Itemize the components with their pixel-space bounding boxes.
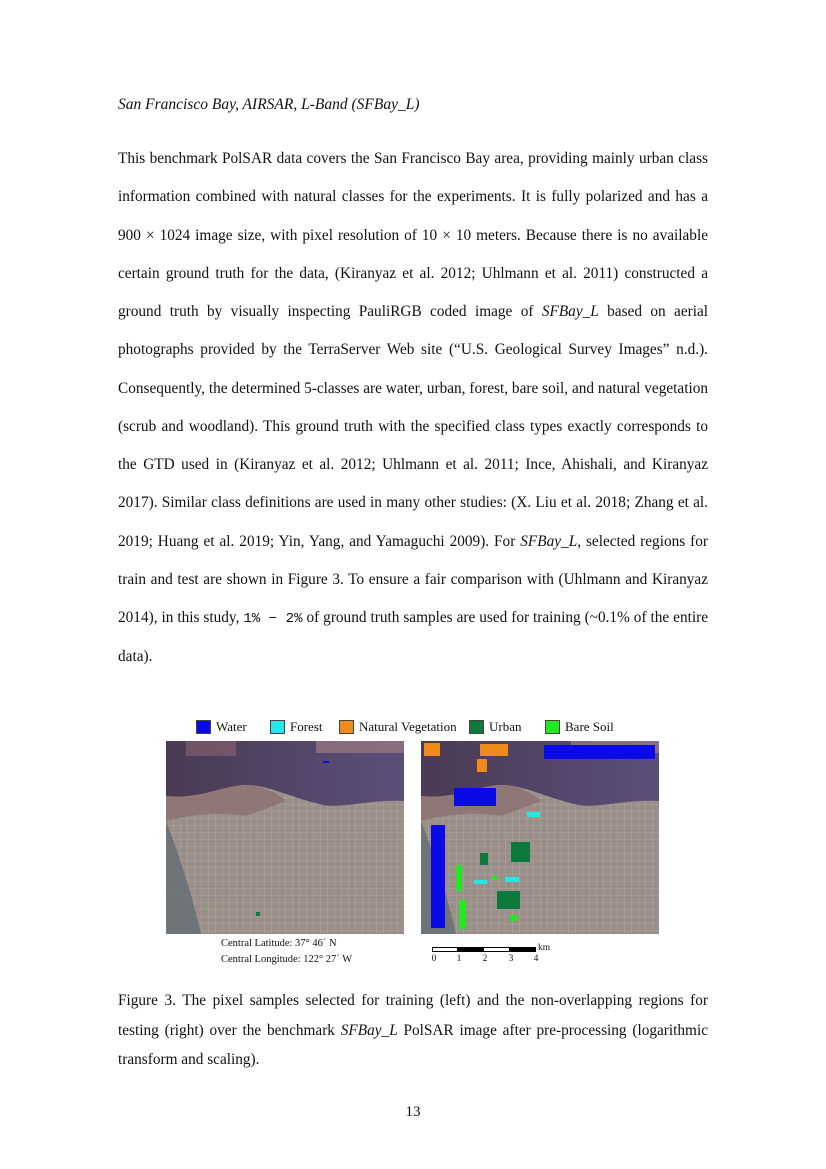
dataset-name: SFBay_L: [541, 303, 599, 320]
scale-segment: [432, 947, 458, 952]
central-latitude: Central Latitude: 37° 46´ N: [221, 938, 337, 949]
legend-swatch: [339, 720, 354, 734]
legend-label: Natural Vegetation: [359, 719, 457, 734]
natural-vegetation-region: [424, 743, 440, 756]
scale-tick: 1: [456, 954, 462, 964]
bare-soil-region: [459, 900, 466, 929]
dataset-name: SFBay_L: [340, 1021, 398, 1039]
central-longitude: Central Longitude: 122° 27´ W: [221, 954, 353, 965]
bare-soil-region: [456, 865, 462, 891]
body-text-2: based on aerial photographs provided by the TerraServer Web site (“U.S. Geological Survey Images” n.d.). Consequently, the determined 5-classes are water, urban, forest, bare soil, and natural vegetation (scrub and woodland). This ground truth with the specified class types exactly corresponds to the GTD used in (Kiranyaz et al. 2012; Uhlmann et al. 2011; Ince, Ahishali, and Kiranyaz 2017). Similar class definitions are used in many other studies: (X. Liu et al. 2018; Zhang et al. 2019; Huang et al. 2019; Yin, Yang, and Yamaguchi 2009). For: [118, 303, 709, 550]
water-region: [544, 745, 655, 759]
legend-item-forest: [270, 719, 323, 735]
scale-segment: [457, 947, 484, 952]
dataset-name: SFBay_L: [520, 532, 578, 550]
legend-swatch: [196, 720, 211, 734]
legend-item-natural-vegetation: [339, 719, 457, 735]
legend-label: Bare Soil: [565, 719, 614, 734]
percent-range: 1% − 2%: [243, 611, 303, 627]
scale-tick: 4: [533, 954, 539, 964]
scale-bar: [432, 943, 562, 973]
legend-swatch: [270, 720, 285, 734]
forest-region: [474, 880, 487, 884]
scale-segment: [509, 947, 536, 952]
urban-region: [497, 891, 520, 909]
legend-label: Urban: [489, 719, 522, 734]
section-heading: San Francisco Bay, AIRSAR, L-Band (SFBay_L): [118, 96, 420, 113]
legend-label: Water: [216, 719, 247, 734]
natural-vegetation-region: [480, 744, 508, 756]
figure-caption: [118, 986, 708, 1075]
scale-unit: km: [538, 943, 551, 953]
body-text-1: This benchmark PolSAR data covers the San Francisco Bay area, providing mainly urban class information combined with natural classes for the experiments. It is fully polarized and has a 900 × 1024 image size, with pixel resolution of 10 × 10 meters. Because there is no available certain ground truth for the data, (Kiranyaz et al. 2012; Uhlmann et al. 2011) constructed a ground truth by visually inspecting PauliRGB coded image of: [118, 150, 708, 320]
forest-region: [527, 812, 540, 817]
water-region: [431, 825, 445, 928]
legend-item-water: [196, 719, 247, 735]
page-number: 13: [405, 1104, 421, 1120]
legend-item-bare-soil: [545, 719, 614, 735]
training-samples-map: [166, 741, 404, 934]
map-coordinates: [221, 936, 352, 968]
body-paragraph: [118, 140, 708, 677]
natural-vegetation-region: [477, 759, 487, 772]
urban-region: [480, 853, 488, 865]
testing-regions-map: [421, 741, 659, 934]
legend-label: Forest: [290, 719, 323, 734]
caption-text-1: Figure 3. The pixel samples selected for training (left) and the non-overlapping regions for testing (right) over the benchmark: [118, 992, 708, 1039]
body-text-4: of ground truth samples are used for training (~0.1% of the entire data).: [118, 609, 708, 666]
bare-soil-region: [492, 876, 497, 880]
legend-swatch: [545, 720, 560, 734]
forest-region: [505, 877, 519, 882]
caption-text-2: PolSAR image after pre-processing (logarithmic transform and scaling).: [118, 1021, 708, 1068]
water-region: [454, 788, 496, 806]
scale-tick: 3: [508, 954, 514, 964]
legend-swatch: [469, 720, 484, 734]
urban-region: [511, 842, 530, 862]
scale-segment: [483, 947, 510, 952]
scale-tick: 0: [431, 954, 437, 964]
bare-soil-region: [510, 915, 517, 921]
scale-tick: 2: [482, 954, 488, 964]
legend-item-urban: [469, 719, 522, 735]
body-text-3: , selected regions for train and test are shown in Figure 3. To ensure a fair comparison with (Uhlmann and Kiranyaz 2014), in this study,: [118, 532, 708, 626]
